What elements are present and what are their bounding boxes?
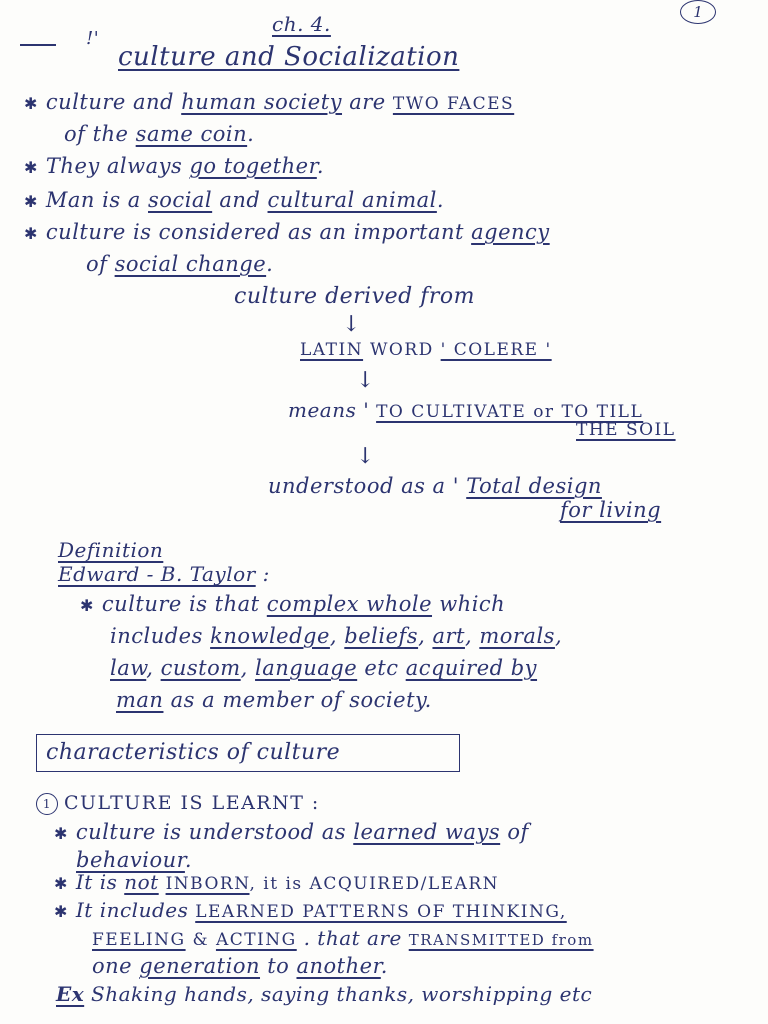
definition-author: Edward - B. Taylor : xyxy=(58,562,270,586)
note-line-5: ✱ culture is considered as an important agency xyxy=(24,220,550,244)
characteristic-1-heading: 1 CULTURE IS LEARNT : xyxy=(36,790,320,815)
down-arrow-icon: ↓ xyxy=(342,312,361,337)
page-number: 1 xyxy=(680,0,716,24)
definition-line-3: law, custom, language etc acquired by xyxy=(110,656,538,680)
flow-step-1: culture derived from xyxy=(234,284,476,309)
definition-line-1: ✱ culture is that complex whole which xyxy=(80,592,506,616)
bullet-star-icon: ✱ xyxy=(24,158,38,177)
down-arrow-icon: ↓ xyxy=(356,444,375,469)
note-line-3: ✱ They always go together. xyxy=(24,154,324,178)
definition-line-4: man as a member of society. xyxy=(116,688,432,712)
definition-heading: Definition xyxy=(58,538,164,562)
characteristic-line-4: ✱ It includes LEARNED PATTERNS OF THINKING, xyxy=(54,898,567,922)
note-line-6: of social change. xyxy=(86,252,274,276)
flow-step-4: understood as a ' Total design xyxy=(268,474,602,498)
down-arrow-icon: ↓ xyxy=(356,368,375,393)
flow-step-3: means ' TO CULTIVATE or TO TILL xyxy=(288,398,644,422)
page-title: culture and Socialization xyxy=(118,42,460,72)
note-line-1: ✱ culture and human society are TWO FACES xyxy=(24,90,515,114)
note-line-4: ✱ Man is a social and cultural animal. xyxy=(24,188,445,212)
number-circle: 1 xyxy=(36,793,58,815)
characteristic-line-6: one generation to another. xyxy=(92,954,388,978)
characteristic-line-3: ✱ It is not INBORN, it is ACQUIRED/LEARN xyxy=(54,870,500,894)
characteristics-title: characteristics of culture xyxy=(46,740,341,765)
bullet-star-icon: ✱ xyxy=(54,902,68,921)
margin-marks: !' xyxy=(86,28,100,49)
chapter-label: ch. 4. xyxy=(272,12,331,36)
flow-step-2: LATIN WORD ' COLERE ' xyxy=(300,340,552,360)
note-line-2: of the same coin. xyxy=(64,122,255,146)
flow-step-3-cont: THE SOIL xyxy=(576,420,676,440)
characteristic-line-1: ✱ culture is understood as learned ways of xyxy=(54,820,529,844)
bullet-star-icon: ✱ xyxy=(80,596,94,615)
margin-dash xyxy=(20,44,56,46)
characteristic-example: Ex Shaking hands, saying thanks, worshipping etc xyxy=(56,982,593,1006)
bullet-star-icon: ✱ xyxy=(54,824,68,843)
flow-step-4-cont: for living xyxy=(560,498,662,522)
bullet-star-icon: ✱ xyxy=(24,224,38,243)
bullet-star-icon: ✱ xyxy=(24,94,38,113)
characteristic-line-2: behaviour. xyxy=(76,848,193,872)
definition-line-2: includes knowledge, beliefs, art, morals, xyxy=(110,624,563,648)
bullet-star-icon: ✱ xyxy=(24,192,38,211)
characteristic-line-5: FEELING & ACTING . that are TRANSMITTED from xyxy=(92,926,594,950)
bullet-star-icon: ✱ xyxy=(54,874,68,893)
